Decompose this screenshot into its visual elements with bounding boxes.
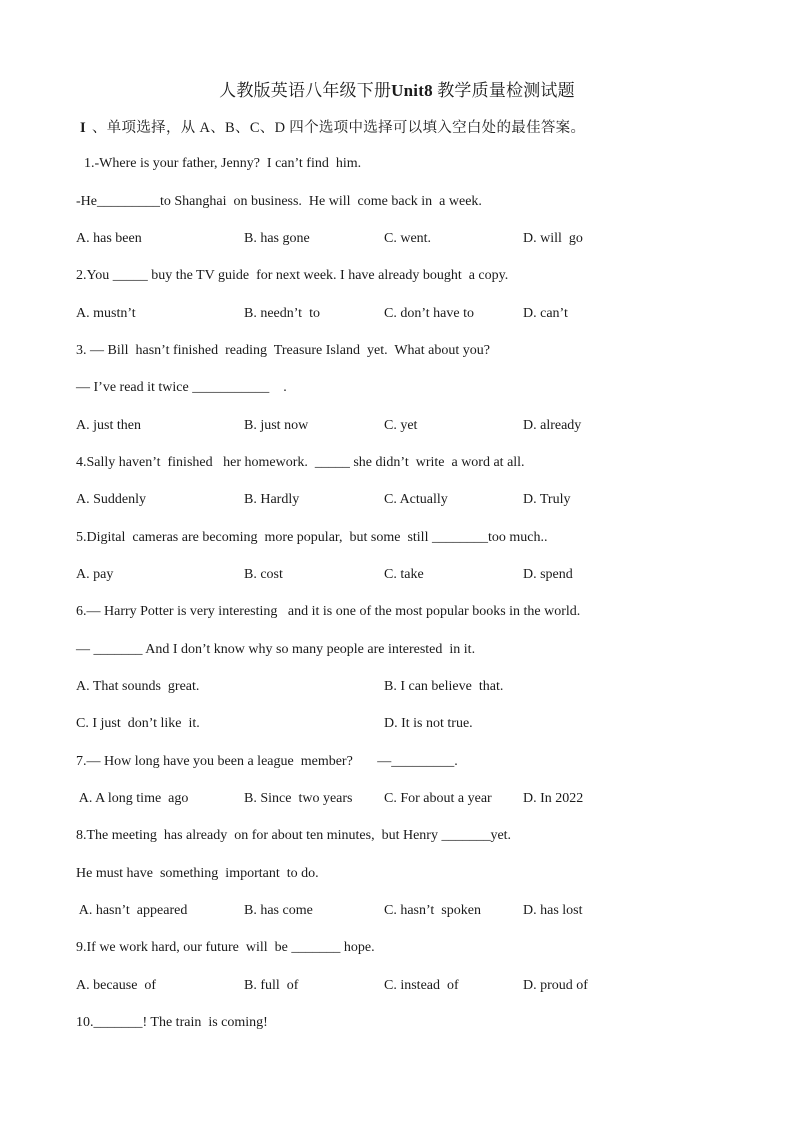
section-heading [80, 116, 585, 137]
title-unit: Unit8 [391, 81, 433, 100]
option-c: C. hasn’t spoken [384, 903, 481, 918]
option-a: A. mustn’t [76, 306, 136, 321]
question-8-continuation: He must have something important to do. [76, 866, 319, 881]
option-a: A. pay [76, 567, 114, 582]
question-6-stem: 6.— Harry Potter is very interesting and it is one of the most popular books in the world. [76, 604, 581, 619]
question-9-options [76, 976, 716, 996]
option-d: D. spend [523, 567, 573, 582]
question-3-response: — I’ve read it twice ___________ . [76, 380, 287, 395]
option-d: D. proud of [523, 978, 588, 993]
option-b: B. just now [244, 418, 309, 433]
question-1-options [76, 229, 716, 249]
question-7-stem: 7.— How long have you been a league member? —_________. [76, 754, 458, 769]
option-b: B. cost [244, 567, 283, 582]
title-suffix: 教学质量检测试题 [432, 81, 575, 100]
question-1-response: -He_________to Shanghai on business. He will come back in a week. [76, 194, 482, 209]
option-a: A. just then [76, 418, 141, 433]
option-d: D. In 2022 [523, 791, 584, 806]
option-c: C. went. [384, 231, 432, 246]
question-3-options [76, 416, 716, 436]
option-b: B. has come [244, 903, 313, 918]
option-c: C. Actually [384, 492, 448, 507]
option-d: D. Truly [523, 492, 571, 507]
question-6-response: — _______ And I don’t know why so many people are interested in it. [76, 642, 476, 657]
option-a: A. A long time ago [76, 791, 189, 806]
question-4-stem: 4.Sally haven’t finished her homework. _____ she didn’t write a word at all. [76, 455, 525, 470]
question-2-options [76, 304, 716, 324]
option-a: A. That sounds great. [76, 679, 200, 694]
section-roman-numeral: I [80, 120, 86, 136]
option-d: D. has lost [523, 903, 583, 918]
option-d: D. can’t [523, 306, 568, 321]
option-c: C. take [384, 567, 424, 582]
question-5-stem: 5.Digital cameras are becoming more popular, but some still ________too much.. [76, 530, 548, 545]
question-9-stem: 9.If we work hard, our future will be _______ hope. [76, 940, 375, 955]
option-c: C. instead of [384, 978, 459, 993]
option-c: C. I just don’t like it. [76, 716, 200, 731]
question-6-options-row-1 [76, 677, 716, 697]
option-a: A. has been [76, 231, 142, 246]
option-d: D. will go [523, 231, 583, 246]
question-6-options-row-2 [76, 714, 716, 734]
question-10-stem: 10._______! The train is coming! [76, 1015, 268, 1030]
question-8-options [76, 901, 716, 921]
option-c: C. For about a year [384, 791, 492, 806]
question-8-stem: 8.The meeting has already on for about ten minutes, but Henry _______yet. [76, 828, 512, 843]
question-4-options [76, 490, 716, 510]
title-prefix: 人教版英语八年级下册 [219, 81, 392, 100]
option-b: B. full of [244, 978, 299, 993]
option-d: D. already [523, 418, 582, 433]
option-d: D. It is not true. [384, 716, 473, 731]
option-c: C. don’t have to [384, 306, 474, 321]
question-2-stem: 2.You _____ buy the TV guide for next week. I have already bought a copy. [76, 268, 509, 283]
option-b: B. has gone [244, 231, 310, 246]
question-5-options [76, 565, 716, 585]
option-a: A. because of [76, 978, 157, 993]
question-1-stem: 1.-Where is your father, Jenny? I can’t find him. [84, 156, 362, 171]
page-title [0, 76, 794, 101]
question-3-stem: 3. — Bill hasn’t finished reading Treasure Island yet. What about you? [76, 343, 490, 358]
question-7-options [76, 789, 716, 809]
option-c: C. yet [384, 418, 418, 433]
option-b: B. I can believe that. [384, 679, 504, 694]
section-instructions: 、单项选择，从 A、B、C、D 四个选项中选择可以填入空白处的最佳答案。 [91, 120, 586, 136]
option-a: A. hasn’t appeared [76, 903, 188, 918]
option-a: A. Suddenly [76, 492, 146, 507]
option-b: B. needn’t to [244, 306, 320, 321]
option-b: B. Since two years [244, 791, 353, 806]
option-b: B. Hardly [244, 492, 300, 507]
